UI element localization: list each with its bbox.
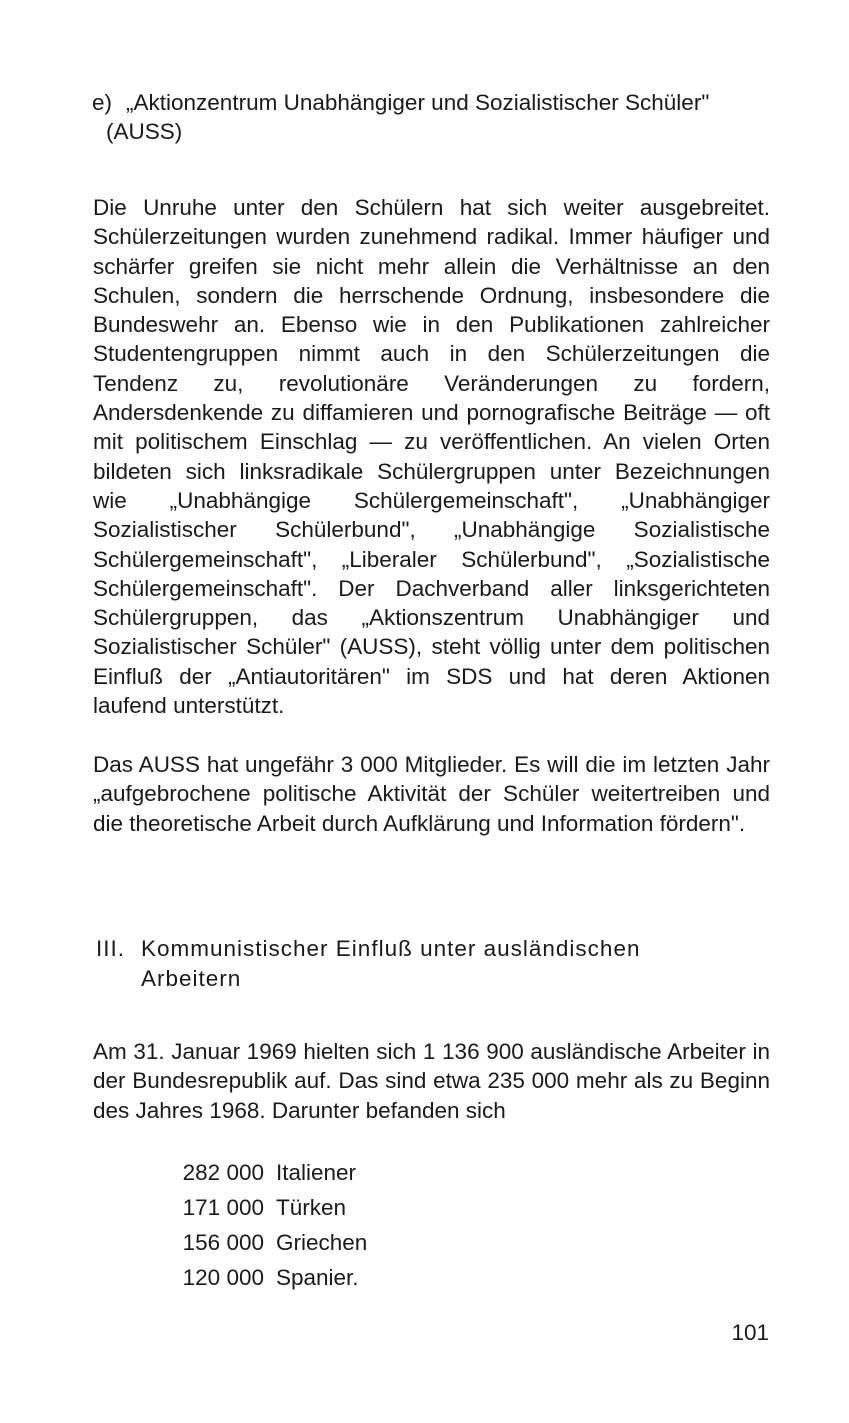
paragraph-foreign-workers: Am 31. Januar 1969 hielten sich 1 136 900 ausländische Arbeiter in der Bundesrepublik auf. Das sind etwa 235 000 mehr als zu Beginn des Jahres 1968. Darunter befanden sich bbox=[93, 1039, 770, 1123]
list-item bbox=[172, 1260, 367, 1295]
worker-count: 156 000 bbox=[182, 1230, 264, 1255]
section-title: „Aktionzentrum Unabhängiger und Sozialistischer Schüler" bbox=[126, 90, 710, 115]
section-title-line2: Arbeitern bbox=[141, 966, 242, 991]
worker-count: 120 000 bbox=[182, 1265, 264, 1290]
list-item bbox=[172, 1155, 367, 1190]
foreign-workers-list bbox=[172, 1155, 367, 1295]
worker-count: 171 000 bbox=[182, 1195, 264, 1220]
section-acronym: (AUSS) bbox=[106, 119, 183, 144]
paragraph-schueler-unrest: Die Unruhe unter den Schülern hat sich weiter ausgebreitet. Schülerzeitungen wurden zunehmend radikal. Immer häufiger und schärfer greifen sie nicht mehr allein die Verhältnisse an den Schulen, sondern die herrschende Ordnung, insbesondere die Bundeswehr an. Ebenso wie in den Publikationen zahlreicher Studentengruppen nimmt auch in den Schülerzeitungen die Tendenz zu, revolutionäre Veränderungen zu fordern, Andersdenkende zu diffamieren und pornografische Beiträge — oft mit politischem Einschlag — zu veröffentlichen. An vielen Orten bildeten sich linksradikale Schülergruppen unter Bezeichnungen wie „Unabhängige Schülergemeinschaft", „Unabhängiger Sozialistischer Schülerbund", „Unabhängige Sozialistische Schülergemeinschaft", „Liberaler Schülerbund", „Sozialistische Schülergemeinschaft". Der Dachverband aller linksgerichteten Schülergruppen, das „Aktionszentrum Unabhängiger und Sozialistischer Schüler" (AUSS), steht völlig unter dem politischen Einfluß der „Antiautoritären" im SDS und hat deren Aktionen laufend unterstützt. bbox=[93, 195, 770, 719]
section-marker: e) bbox=[92, 90, 113, 115]
page-number: 101 bbox=[731, 1320, 769, 1345]
section-heading-e bbox=[92, 88, 712, 146]
section-heading-iii bbox=[96, 934, 756, 994]
nationality-label: Italiener bbox=[276, 1160, 357, 1185]
section-title-line1: Kommunistischer Einfluß unter ausländischen bbox=[141, 936, 641, 961]
section-number: III. bbox=[96, 936, 126, 961]
nationality-label: Türken bbox=[276, 1195, 347, 1220]
nationality-label: Spanier. bbox=[276, 1265, 359, 1290]
list-item bbox=[172, 1225, 367, 1260]
nationality-label: Griechen bbox=[276, 1230, 368, 1255]
paragraph-auss-members: Das AUSS hat ungefähr 3 000 Mitglieder. Es will die im letzten Jahr „aufgebrochene politische Aktivität der Schüler weitertreiben und die theoretische Arbeit durch Aufklärung und Information fördern". bbox=[93, 752, 770, 836]
worker-count: 282 000 bbox=[182, 1160, 264, 1185]
list-item bbox=[172, 1190, 367, 1225]
